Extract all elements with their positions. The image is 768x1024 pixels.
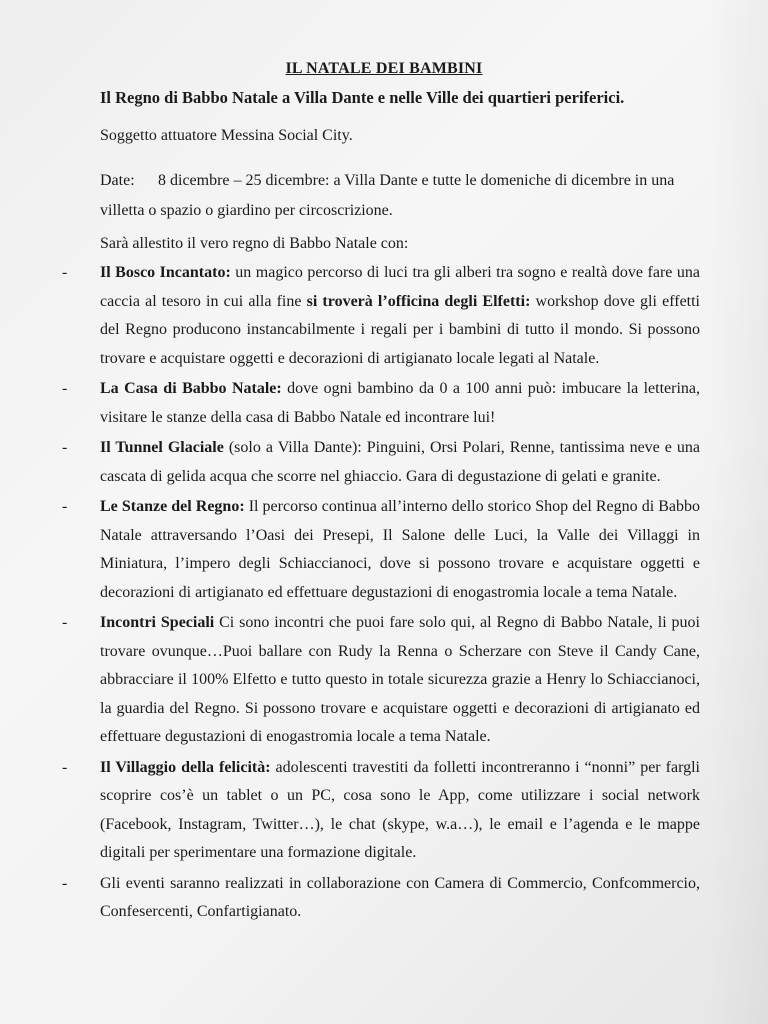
- dates-paragraph: [100, 166, 700, 226]
- item-text: (solo a Villa Dante): Pinguini, Orsi Polari, Renne, tantissima neve e una cascata di gelida acqua che scorre nel ghiaccio. Gara di degustazione di gelati e granite.: [100, 439, 700, 485]
- item-heading: Il Villaggio della felicità:: [100, 758, 271, 776]
- subject-line: Soggetto attuatore Messina Social City.: [100, 127, 353, 144]
- item-text: un magico percorso di luci tra gli alberi tra sogno e realtà dove fare una caccia al tesoro in cui alla fine: [100, 264, 701, 310]
- item-text: dove ogni bambino da 0 a 100 anni può: imbucare la letterina, visitare le stanze della casa di Babbo Natale ed incontrare lui!: [100, 380, 700, 426]
- item-text: Ci sono incontri che puoi fare solo qui, al Regno di Babbo Natale, li puoi trovare ovunque…Puoi ballare con Rudy la Renna o Scherzare con Steve il Candy Cane, abbracciare il 100% Elfetto e tutto questo in totale sicurezza grazie a Henry lo Schiaccianoci, la guardia del Regno. Si possono trovare e acquistare oggetti e decorazioni di artigianato ed effettuare degustazioni di enogastromia locale a tema Natale.: [100, 614, 700, 745]
- item-heading: Il Tunnel Glaciale: [100, 439, 224, 456]
- bullet-dash: -: [62, 758, 68, 776]
- item-text: adolescenti travestiti da folletti incontreranno i “nonni” per fargli scoprire cos’è un tablet o un PC, cosa sono le App, come utilizzare i social network (Facebook, Instagram, Twitter…), le chat (skype, w.a…), le email e l’agenda e le mappe digitali per sperimentare una formazione digitale.: [100, 758, 700, 861]
- item-heading: La Casa di Babbo Natale:: [100, 380, 282, 397]
- bullet-dash: -: [62, 264, 68, 281]
- dates-text: 8 dicembre – 25 dicembre: a Villa Dante e tutte le domeniche di dicembre in una villetta o spazio o giardino per circoscrizione.: [100, 172, 675, 219]
- list-item: [60, 375, 700, 432]
- bullet-dash: -: [62, 498, 68, 515]
- bullet-dash: -: [62, 614, 68, 631]
- list-item: [60, 609, 700, 752]
- list-item: [60, 493, 700, 607]
- bullet-dash: -: [62, 874, 68, 892]
- document-subtitle: Il Regno di Babbo Natale a Villa Dante e nelle Ville dei quartieri periferici.: [100, 88, 625, 107]
- item-heading: Le Stanze del Regno:: [100, 498, 245, 515]
- bullet-dash: -: [62, 380, 68, 397]
- list-item: [60, 870, 700, 927]
- list-item: [60, 259, 700, 373]
- page-shadow: [708, 0, 768, 1024]
- dates-label: Date:: [100, 172, 135, 189]
- document-title: IL NATALE DEI BAMBINI: [285, 60, 483, 77]
- item-heading: Incontri Speciali: [100, 614, 215, 631]
- item-text: Il percorso continua all’interno dello storico Shop del Regno di Babbo Natale attraversando l’Oasi dei Presepi, Il Salone delle Luci, la Valle dei Villaggi in Miniatura, l’impero degli Schiaccianoci, dove si possono trovare e acquistare oggetti e decorazioni di artigianato ed effettuare degustazioni di enogastromia locale a tema Natale.: [100, 498, 700, 601]
- item-heading: Il Bosco Incantato:: [100, 264, 231, 281]
- list-item: [60, 754, 700, 868]
- item-text: Gli eventi saranno realizzati in collaborazione con Camera di Commercio, Confcommercio, Confesercenti, Confartigianato.: [100, 874, 700, 920]
- bullet-dash: -: [62, 439, 68, 456]
- item-heading-secondary: si troverà l’officina degli Elfetti:: [306, 292, 531, 310]
- item-text-secondary: workshop dove gli effetti del Regno producono instancabilmente i regali per i bambini di tutto il mondo. Si possono trovare e acquistare oggetti e decorazioni di artigianato locale legati al Natale.: [100, 292, 701, 367]
- list-item: [60, 434, 700, 491]
- intro-line: Sarà allestito il vero regno di Babbo Natale con:: [100, 235, 409, 252]
- feature-list: [60, 259, 700, 929]
